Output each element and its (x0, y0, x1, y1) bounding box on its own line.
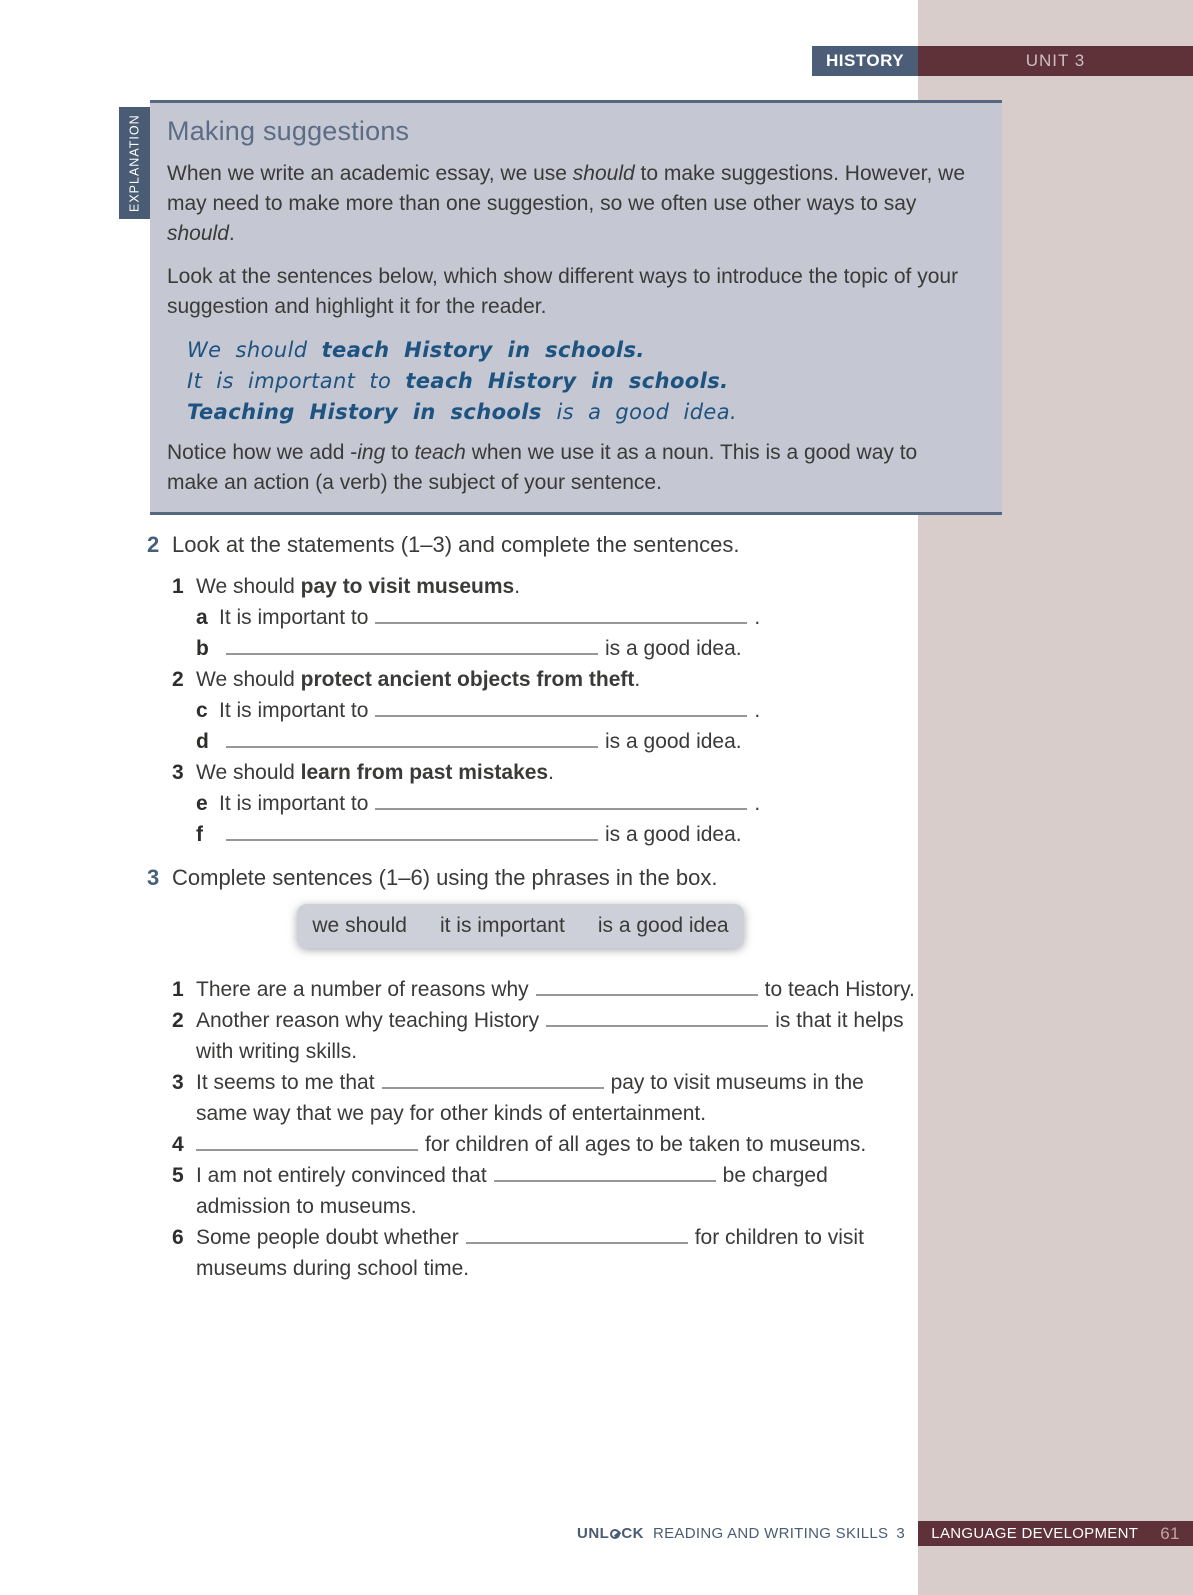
sentence-text (196, 1067, 917, 1129)
sentence (172, 1160, 917, 1222)
text-segment-bold: pay to visit museums (300, 575, 515, 598)
text-segment-italic: should (572, 162, 635, 185)
statement (172, 757, 917, 788)
answer-blank (196, 1136, 418, 1151)
item-text (219, 726, 742, 757)
page-number: 61 (1160, 1523, 1180, 1543)
example-sentences (187, 335, 972, 428)
explanation-paragraph-1 (167, 159, 972, 249)
completion-item (196, 819, 917, 850)
answer-blank (546, 1012, 768, 1027)
text-segment: pay to visit museums in the same way that we pay for other kinds of entertainment. (196, 1071, 864, 1125)
text-segment: for children of all ages to be taken to museums. (425, 1133, 867, 1156)
text-segment: We should (196, 668, 301, 691)
text-segment-bold: protect ancient objects from theft (300, 668, 635, 691)
unit-tab-label: UNIT 3 (1025, 51, 1086, 70)
text-segment: when we use it as a noun. This is a good way to make an action (a verb) the subject of your sentence. (167, 441, 918, 494)
text-segment-bold: teach History in schools. (321, 338, 645, 362)
text-segment: It is important to (219, 699, 369, 722)
text-segment: We should (196, 761, 301, 784)
statement (172, 571, 917, 602)
footer-section-bar (918, 1521, 1193, 1546)
text-segment: is a good idea. (605, 730, 742, 753)
text-segment: . (548, 761, 554, 784)
text-segment: to teach History. (764, 978, 915, 1001)
text-segment: It seems to me that (196, 1071, 375, 1094)
item-text (219, 602, 760, 633)
statement-text (196, 571, 917, 602)
text-segment: CK (621, 1525, 644, 1542)
answer-blank (226, 826, 598, 841)
text-segment: Another reason why teaching History (196, 1009, 540, 1032)
exercise-number: 2 (147, 532, 160, 557)
statement (172, 664, 917, 695)
footer-series-level: 3 (896, 1525, 905, 1542)
text-segment: . (514, 575, 521, 598)
completion-item (196, 788, 917, 819)
text-segment-bold: teach History in schools. (405, 369, 729, 393)
statement-number: 3 (172, 761, 184, 784)
exercise-2-header (147, 531, 917, 559)
answer-blank (226, 640, 598, 655)
text-segment: be charged admission to museums. (196, 1164, 828, 1218)
text-segment-bold: Teaching History in schools (187, 400, 557, 424)
item-text (219, 695, 760, 726)
phrase-box (297, 904, 744, 948)
answer-blank (494, 1167, 716, 1182)
completion-item (196, 695, 917, 726)
text-segment: There are a number of reasons why (196, 978, 529, 1001)
answer-blank (466, 1229, 688, 1244)
text-segment: for children to visit museums during school time. (196, 1226, 864, 1280)
sentence-number: 1 (172, 978, 184, 1001)
sentence-number: 5 (172, 1164, 184, 1187)
phrase-option: is a good idea (597, 914, 729, 937)
explanation-tab-label: EXPLANATION (127, 114, 142, 212)
exercise-2 (147, 531, 917, 850)
exercise-number: 3 (147, 865, 160, 890)
sentence-text (196, 1005, 917, 1067)
statement-text (196, 757, 917, 788)
statement-text (196, 664, 917, 695)
sentence (172, 1222, 917, 1284)
text-segment: It is important to (187, 369, 406, 393)
sentence-text (196, 1222, 917, 1284)
text-segment: UNL (577, 1525, 610, 1542)
item-letter: d (196, 730, 209, 753)
completion-item (196, 726, 917, 757)
footer-section-label: LANGUAGE DEVELOPMENT (931, 1525, 1139, 1542)
example-sentence (187, 335, 972, 366)
sentence (172, 1005, 917, 1067)
text-segment: We should (196, 575, 301, 598)
footer-series-title: READING AND WRITING SKILLS (653, 1525, 889, 1542)
unit-tab (918, 46, 1193, 76)
item-letter: f (196, 823, 203, 846)
item-letter: a (196, 606, 208, 629)
text-segment: . (754, 606, 761, 629)
sentence (172, 1067, 917, 1129)
phrase-option: it is important (439, 914, 565, 937)
answer-blank (536, 981, 758, 996)
text-segment: is a good idea. (605, 637, 742, 660)
completion-item (196, 602, 917, 633)
text-segment: It is important to (219, 606, 369, 629)
text-segment: to (385, 441, 415, 464)
text-segment: It is important to (219, 792, 369, 815)
sentence-number: 4 (172, 1133, 184, 1156)
text-segment: . (634, 668, 641, 691)
sentence-number: 3 (172, 1071, 184, 1094)
explanation-tab (119, 107, 150, 219)
answer-blank (375, 795, 747, 810)
text-segment: When we write an academic essay, we use (167, 162, 573, 185)
text-segment: . (754, 699, 761, 722)
text-segment: Some people doubt whether (196, 1226, 459, 1249)
answer-blank (375, 609, 747, 624)
text-segment: . (754, 792, 761, 815)
completion-item (196, 633, 917, 664)
text-segment: We should (187, 338, 322, 362)
item-text (219, 633, 742, 664)
item-letter: b (196, 637, 209, 660)
answer-blank (226, 733, 598, 748)
item-letter: c (196, 699, 208, 722)
lock-o-icon (610, 1529, 620, 1539)
subject-tab (812, 46, 918, 76)
text-segment: . (228, 222, 235, 245)
sentence-number: 6 (172, 1226, 184, 1249)
explanation-paragraph-3 (167, 438, 972, 498)
answer-blank (375, 702, 747, 717)
exercise-3 (147, 864, 917, 1284)
sentence-text (196, 1160, 917, 1222)
text-segment-italic: teach (414, 441, 466, 464)
text-segment: is a good idea. (605, 823, 742, 846)
exercise-2-items (172, 571, 917, 850)
explanation-box (150, 100, 1002, 515)
sentence-number: 2 (172, 1009, 184, 1032)
text-segment: to make suggestions. However, we may need to make more than one suggestion, so we often use other ways to say (167, 162, 966, 215)
answer-blank (382, 1074, 604, 1089)
subject-tab-label: HISTORY (825, 51, 905, 70)
exercise-3-header (147, 864, 917, 892)
unlock-logo (577, 1525, 644, 1542)
text-segment-italic: should (167, 222, 229, 245)
text-segment: I am not entirely convinced that (196, 1164, 487, 1187)
text-segment-italic: ing (357, 441, 386, 464)
item-letter: e (196, 792, 208, 815)
statement-number: 2 (172, 668, 184, 691)
text-segment-bold: learn from past mistakes (300, 761, 549, 784)
exercise-instruction: Look at the statements (1–3) and complete the sentences. (172, 532, 740, 557)
sentence (172, 1129, 917, 1160)
item-text (219, 788, 760, 819)
item-text (219, 819, 742, 850)
example-sentence (187, 366, 972, 397)
sentence (172, 974, 917, 1005)
phrase-option: we should (312, 914, 407, 937)
footer-book-info (0, 1521, 918, 1546)
statement-number: 1 (172, 575, 184, 598)
exercise-instruction: Complete sentences (1–6) using the phrases in the box. (172, 865, 718, 890)
explanation-paragraph-2: Look at the sentences below, which show different ways to introduce the topic of your suggestion and highlight it for the reader. (167, 265, 959, 318)
text-segment: is a good idea. (556, 400, 738, 424)
sentence-text (196, 974, 917, 1005)
example-sentence (187, 397, 972, 428)
text-segment: Notice how we add - (167, 441, 358, 464)
exercise-3-sentences (172, 974, 917, 1284)
explanation-title: Making suggestions (167, 116, 410, 146)
text-segment: is that it helps with writing skills. (196, 1009, 904, 1063)
sentence-text (196, 1129, 917, 1160)
